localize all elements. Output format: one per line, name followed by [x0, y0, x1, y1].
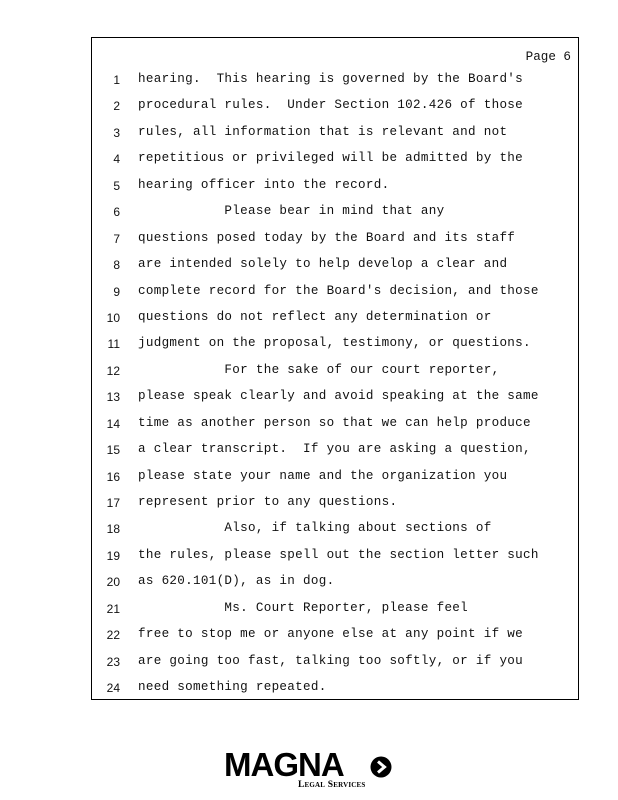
transcript-line	[92, 569, 578, 595]
arrow-circle-icon	[370, 756, 392, 778]
transcript-line	[92, 622, 578, 648]
transcript-line	[92, 331, 578, 357]
transcript-line	[92, 305, 578, 331]
transcript-lines	[92, 67, 578, 702]
transcript-line	[92, 93, 578, 119]
transcript-line	[92, 252, 578, 278]
transcript-line	[92, 596, 578, 622]
line-number: 12	[106, 363, 120, 378]
logo-wordmark: MAGNA	[224, 746, 344, 783]
line-text: are intended solely to help develop a clear and	[138, 257, 508, 272]
logo-subtitle: Legal Services	[298, 780, 366, 790]
line-number: 9	[113, 284, 120, 299]
line-text: For the sake of our court reporter,	[138, 362, 500, 377]
line-text: Ms. Court Reporter, please feel	[138, 600, 469, 615]
transcript-line	[92, 199, 578, 225]
line-number: 19	[106, 548, 120, 563]
line-text: rules, all information that is relevant and not	[138, 124, 508, 139]
transcript-line	[92, 358, 578, 384]
line-number: 7	[113, 231, 120, 246]
line-text: repetitious or privileged will be admitted by the	[138, 151, 524, 166]
line-text: complete record for the Board's decision, and those	[138, 283, 539, 298]
line-text: need something repeated.	[138, 680, 327, 695]
line-text: please state your name and the organization you	[138, 468, 508, 483]
transcript-line	[92, 464, 578, 490]
line-number: 6	[113, 205, 120, 220]
transcript-line	[92, 146, 578, 172]
transcript-line	[92, 384, 578, 410]
transcript-line	[92, 120, 578, 146]
page-number: Page 6	[525, 50, 571, 64]
line-number: 10	[106, 310, 120, 325]
line-text: procedural rules. Under Section 102.426 of those	[138, 98, 524, 113]
transcript-line	[92, 543, 578, 569]
line-text: free to stop me or anyone else at any point if we	[138, 627, 524, 642]
line-number: 17	[106, 496, 120, 510]
line-number: 22	[106, 628, 120, 643]
line-number: 5	[113, 178, 120, 193]
line-number: 21	[106, 601, 120, 616]
transcript-line	[92, 173, 578, 199]
line-text: time as another person so that we can help produce	[138, 415, 531, 430]
line-text: questions posed today by the Board and its staff	[138, 230, 516, 245]
line-text: Also, if talking about sections of	[138, 521, 492, 536]
line-number: 3	[113, 125, 120, 140]
line-number: 24	[106, 681, 120, 696]
line-text: judgment on the proposal, testimony, or questions.	[138, 336, 531, 351]
transcript-page	[91, 37, 579, 700]
transcript-line	[92, 649, 578, 675]
line-text: hearing. This hearing is governed by the Board's	[138, 72, 524, 86]
line-number: 4	[113, 152, 120, 167]
magna-logo	[224, 747, 394, 791]
line-text: the rules, please spell out the section letter such	[138, 547, 539, 562]
line-number: 11	[107, 337, 120, 352]
transcript-line	[92, 411, 578, 437]
line-number: 1	[113, 73, 120, 87]
line-text: Please bear in mind that any	[138, 204, 445, 219]
line-text: are going too fast, talking too softly, or if you	[138, 653, 524, 668]
line-text: represent prior to any questions.	[138, 495, 398, 509]
line-number: 18	[106, 522, 120, 537]
line-number: 23	[106, 654, 120, 669]
line-number: 13	[106, 390, 120, 405]
line-number: 2	[113, 99, 120, 114]
line-text: as 620.101(D), as in dog.	[138, 574, 335, 589]
transcript-line	[92, 437, 578, 463]
transcript-line	[92, 675, 578, 701]
line-number: 20	[106, 575, 120, 590]
line-text: please speak clearly and avoid speaking at the same	[138, 389, 539, 404]
line-text: questions do not reflect any determination or	[138, 309, 492, 324]
line-text: hearing officer into the record.	[138, 177, 390, 192]
line-number: 8	[113, 258, 120, 273]
line-text: a clear transcript. If you are asking a question,	[138, 442, 531, 457]
transcript-line	[92, 279, 578, 305]
line-number: 14	[106, 416, 120, 431]
line-number: 16	[106, 469, 120, 484]
transcript-line	[92, 516, 578, 542]
transcript-line	[92, 67, 578, 93]
transcript-line	[92, 226, 578, 252]
transcript-line	[92, 490, 578, 516]
line-number: 15	[106, 443, 120, 458]
